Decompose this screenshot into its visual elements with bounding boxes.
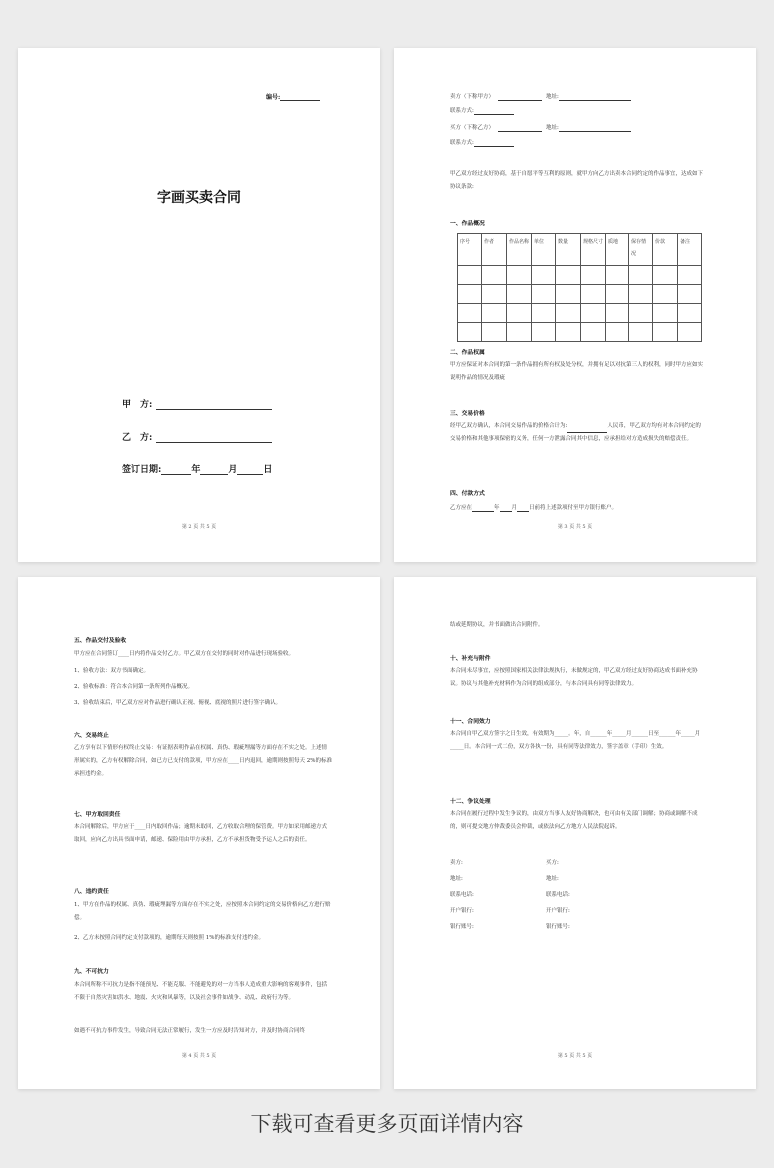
section-3-title: 三、交易价格 — [450, 411, 485, 417]
party-b-field — [122, 430, 272, 443]
section-3-text — [450, 420, 706, 446]
table-row — [458, 285, 702, 304]
price-text-a: 经甲乙双方确认，本合同交易作品的价格合计为: — [450, 423, 568, 429]
price-text-b: 人民币，甲乙双方均有对本合同约定的交易价格和其他事项保密的义务，任何一方泄露合同其中信息，应承担给对方造成损失的赔偿责任。 — [450, 423, 701, 442]
section-8-p2: 2、乙方未按照合同约定支付款项的，逾期每天则按照 1%的标准支付违约金。 — [74, 935, 264, 941]
section-5-title: 五、作品交付及验收 — [74, 638, 127, 644]
page-footer: 第 3 页 共 5 页 — [557, 524, 593, 530]
page-footer: 第 4 页 共 5 页 — [181, 1053, 217, 1059]
buyer-address-label: 地址: — [546, 125, 559, 131]
seller-line — [450, 93, 631, 101]
section-5-p2: 1、验收方法：双方书面确定。 — [74, 668, 150, 674]
page-footer: 第 5 页 共 5 页 — [557, 1053, 593, 1059]
table-row — [458, 304, 702, 323]
sig-line: 卖方: — [450, 860, 463, 866]
month-label: 月 — [228, 465, 238, 475]
section-9-p2: 如遇不可抗力事件发生，导致合同无法正常履行，发生一方应及时告知对方，并及时协商合同终 — [74, 1028, 306, 1034]
section-10-title: 十、补充与附件 — [450, 656, 491, 662]
contract-page-5 — [394, 577, 756, 1089]
year-label: 年 — [191, 465, 201, 475]
seller-label: 卖方（下称甲方） — [450, 94, 495, 100]
section-2-title: 二、作品权属 — [450, 350, 485, 356]
buyer-signature-block — [546, 855, 570, 935]
sig-line: 银行账号: — [450, 924, 474, 930]
sig-line: 开户银行: — [450, 908, 474, 914]
section-5-p1: 甲方应在合同签订____日内将作品交付乙方。甲乙双方在交付的同时对作品进行现场验收。 — [74, 651, 295, 657]
table-header-cell: 备注 — [678, 234, 702, 266]
day-label: 日 — [263, 465, 273, 475]
table-header-row — [458, 234, 702, 266]
contract-number-label: 编号: — [266, 94, 281, 101]
sig-line: 联系电话: — [546, 892, 570, 898]
pay-month: 月 — [511, 505, 518, 511]
table-header-cell: 质地 — [606, 234, 629, 266]
sig-line: 联系电话: — [450, 892, 474, 898]
table-header-cell: 数量 — [556, 234, 581, 266]
cover-page — [18, 48, 380, 562]
intro-paragraph: 甲乙双方经过友好协商，基于自愿平等互利的原则，就甲方向乙方出卖本合同约定的作品事宜，达成如下协议条款: — [450, 171, 704, 190]
party-a-label: 甲 方: — [122, 400, 153, 410]
sig-line: 地址: — [450, 876, 463, 882]
section-5-p3: 2、验收标准：符合本合同第一条所列作品概况。 — [74, 684, 194, 690]
seller-address-label: 地址: — [546, 94, 559, 100]
section-4-text — [450, 504, 617, 512]
buyer-line — [450, 124, 631, 132]
section-12-text: 本合同在履行过程中发生争议的，由双方当事人友好协商解决，也可由有关部门调解；协商或调解不成的，则可提交地方仲裁委员会仲裁，或依法向乙方地方人民法院起诉。 — [450, 811, 698, 830]
table-row — [458, 323, 702, 342]
party-a-field — [122, 397, 272, 410]
table-header-cell: 作品名称 — [507, 234, 532, 266]
table-header-cell: 保存情况 — [629, 234, 653, 266]
section-6-title: 六、交易终止 — [74, 733, 109, 739]
buyer-contact-line — [450, 139, 514, 147]
section-9-title: 九、不可抗力 — [74, 969, 109, 975]
download-caption: 下载可查看更多页面详情内容 — [250, 1112, 524, 1136]
table-header-cell: 作者 — [482, 234, 507, 266]
section-1-title: 一、作品概况 — [450, 221, 485, 227]
section-7-title: 七、甲方取回责任 — [74, 812, 121, 818]
table-row — [458, 266, 702, 285]
sig-line: 银行账号: — [546, 924, 570, 930]
contract-title: 字画买卖合同 — [157, 190, 241, 206]
section-8-title: 八、违约责任 — [74, 889, 109, 895]
seller-contact-label: 联系方式: — [450, 108, 474, 114]
section-12-title: 十二、争议处理 — [450, 799, 491, 805]
sig-line: 买方: — [546, 860, 559, 866]
section-7-p1: 本合同解除后，甲方应于____日内取回作品；逾期未取回，乙方收取合理的保管费。甲方如采用邮递方式取回，应向乙方出具书面申请，邮递、保险用由甲方承担，乙方不承担货物受予运人之后的责任。 — [74, 824, 328, 843]
buyer-label: 买方（下称乙方） — [450, 125, 495, 131]
sign-date-field — [122, 462, 272, 475]
seller-contact-line — [450, 107, 514, 115]
seller-signature-block — [450, 855, 474, 935]
page-footer: 第 2 页 共 5 页 — [181, 524, 217, 530]
sig-line: 地址: — [546, 876, 559, 882]
section-6-p1: 乙方享有以下情形有权终止交易：有证据表明作品在权属、真伪、瑕疵埋漏等方面存在不实之处。上述情形属实的，乙方有权解除合同，如已方已支付的款项，甲方应在____日内退回，逾期则按照每天 2%的标准承担违约金。 — [74, 745, 332, 777]
section-5-p4: 3、验收结束后，甲乙双方应对作品进行确认正视、俯视、底视的照片进行签字确认。 — [74, 700, 282, 706]
section-11-text: 本合同自甲乙双方签字之日生效，有效期为_____。年，自______年_____月______日至______年_____月_____日。本合同一式二份，双方各执一份，具有同等法律效力，签字盖章（手印）生效。 — [450, 731, 701, 750]
contract-page-4 — [18, 577, 380, 1089]
table-header-cell: 序号 — [458, 234, 482, 266]
table-header-cell: 单位 — [532, 234, 556, 266]
section-10-text: 本合同未尽事宜，应按照国家相关法律法规执行，未做规定的，甲乙双方经过友好协商达成书面补充协议。协议与其他补充材料作为合同的组成部分，与本合同具有同等法律效力。 — [450, 668, 698, 687]
artwork-table — [457, 233, 702, 342]
party-b-label: 乙 方: — [122, 433, 153, 443]
contract-page-3 — [394, 48, 756, 562]
section-2-text: 甲方应保证对本合同的第一条作品拥有所有权及处分权，并拥有足以对抗第三人的权利，同时甲方应如实说明作品的情况及瑕疵 — [450, 362, 704, 381]
section-11-title: 十一、合同效力 — [450, 719, 491, 725]
sig-line: 开户银行: — [546, 908, 570, 914]
section-8-p1: 1、甲方在作品的权属、真伪、瑕疵埋漏等方面存在不实之处，应按照本合同约定的交易价格向乙方进行赔偿。 — [74, 902, 331, 921]
continued-text: 结或延期协议，并书面做出合同附件。 — [450, 622, 544, 628]
section-9-p1: 本合同所称不可抗力是指不能预见、不能克服、不能避免的对一方当事人造成重大影响的客观事件，包括不限于自然灾害如洪水、地震、火灾和风暴等，以及社会事件如战争、动乱、政府行为等。 — [74, 982, 328, 1001]
pay-text-d: 日前将上述款项付至甲方银行账户。 — [529, 505, 618, 511]
pay-year: 年 — [494, 505, 500, 511]
sign-date-label: 签订日期: — [122, 465, 162, 475]
contract-number-field — [266, 92, 320, 101]
table-header-cell: 规格尺寸 — [581, 234, 606, 266]
section-4-title: 四、付款方式 — [450, 491, 485, 497]
buyer-contact-label: 联系方式: — [450, 140, 474, 146]
pay-text-a: 乙方应在 — [450, 505, 473, 511]
table-header-cell: 价款 — [653, 234, 678, 266]
